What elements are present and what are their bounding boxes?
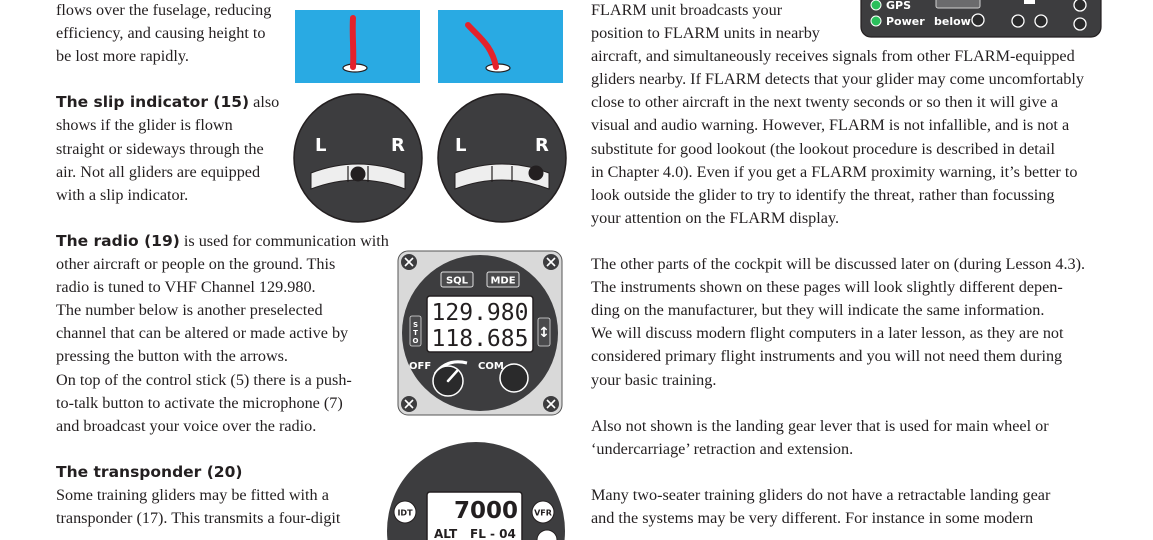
store-button[interactable] — [410, 316, 421, 346]
radio-line: On top of the control stick (5) there is a push- — [56, 370, 352, 389]
left-label: L — [315, 135, 327, 156]
vfr-button[interactable] — [532, 501, 554, 523]
flarm-line: visual and audio warning. However, FLARM is not infallible, and is not a — [591, 116, 1070, 135]
seater-line: Many two-seater training gliders do not have a retractable landing gear — [591, 485, 1051, 504]
power-label: Power — [886, 15, 925, 28]
power-led-icon — [871, 16, 881, 26]
flarm-indicator-led-icon — [1074, 18, 1086, 30]
active-frequency: 129.980 — [431, 300, 529, 326]
radio-line: pressing the button with the arrows. — [56, 347, 288, 366]
vfr-label: VFR — [534, 508, 552, 518]
sql-button[interactable] — [441, 272, 473, 287]
squawk-code: 7000 — [453, 498, 519, 524]
transponder-line: transponder (17). This transmits a four-digit — [56, 509, 341, 528]
radio-first-rest: is used for communication with — [179, 231, 389, 250]
flarm-window — [936, 0, 980, 8]
mde-label: MDE — [490, 275, 516, 287]
flarm-line: in Chapter 4.0). Even if you get a FLARM proximity warning, it’s better to — [591, 162, 1078, 181]
mount-screw-icon — [543, 254, 559, 270]
below-label: below — [934, 15, 971, 28]
slip-line: with a slip indicator. — [56, 185, 189, 204]
flarm-line: your attention on the FLARM display. — [591, 208, 840, 227]
slip-indicator-offset — [437, 93, 567, 223]
transponder-unit — [386, 441, 566, 540]
swap-arrows-icon: ↕ — [538, 325, 550, 341]
transponder-heading: The transponder (20) — [56, 462, 243, 481]
flarm-indicator-led-icon — [972, 14, 984, 26]
ident-button[interactable] — [394, 501, 416, 523]
cockpit-line: considered primary flight instruments and you will not need them during — [591, 347, 1063, 366]
slip-heading: The slip indicator (15) — [56, 93, 250, 112]
slip-line: air. Not all gliders are equipped — [56, 162, 261, 181]
yaw-string-slipping-image — [438, 10, 563, 83]
flarm-line: FLARM unit broadcasts your — [591, 1, 783, 19]
slip-indicator-centered — [293, 93, 423, 223]
gear-line: ‘undercarriage’ retraction and extension. — [591, 439, 854, 458]
mount-screw-icon — [401, 396, 417, 412]
cockpit-line: The other parts of the cockpit will be discussed later on (during Lesson 4.3). — [591, 255, 1086, 274]
slip-ball — [529, 166, 544, 181]
mount-screw-icon — [543, 396, 559, 412]
radio-line: radio is tuned to VHF Channel 129.980. — [56, 278, 316, 297]
sql-label: SQL — [445, 275, 469, 287]
com-label: COM — [478, 361, 504, 372]
idt-label: IDT — [397, 508, 413, 518]
radio-line: The number below is another preselected — [56, 301, 323, 320]
slip-first-rest: also — [249, 93, 280, 112]
sto-o-label: O — [412, 337, 419, 345]
left-label: L — [455, 135, 467, 156]
flarm-line: aircraft, and simultaneously receives signals from other FLARM-equipped — [591, 47, 1075, 66]
radio-heading: The radio (19) — [56, 231, 180, 250]
com-knob[interactable] — [500, 364, 528, 392]
cockpit-line: The instruments shown on these pages will look slightly different depen- — [591, 278, 1063, 297]
right-label: R — [391, 135, 405, 156]
slip-line: shows if the glider is flown — [56, 116, 233, 135]
flarm-device — [860, 0, 1102, 38]
flarm-line: position to FLARM units in nearby — [591, 24, 820, 43]
flarm-indicator-led-icon — [1012, 15, 1024, 27]
intro-line: flows over the fuselage, reducing — [56, 1, 272, 19]
cockpit-line: ding on the manufacturer, but they will indicate the same information. — [591, 301, 1045, 320]
flarm-line: substitute for good lookout (the lookout procedure is described in detail — [591, 139, 1055, 158]
transponder-line: Some training gliders may be fitted with a — [56, 485, 329, 504]
instrument-bezel — [438, 94, 566, 222]
radio-line: to-talk button to activate the microphone (7) — [56, 393, 343, 412]
volume-knob[interactable] — [433, 366, 463, 396]
right-text-column — [591, 0, 1085, 530]
mde-button[interactable] — [487, 272, 519, 287]
intro-line: efficiency, and causing height to — [56, 24, 266, 43]
flarm-line: gliders nearby. If FLARM detects that your glider may come uncomfortably — [591, 70, 1084, 89]
intro-line: be lost more rapidly. — [56, 47, 189, 66]
flarm-bar-indicator — [1024, 0, 1035, 4]
radio-line: channel that can be altered or made active by — [56, 324, 349, 343]
gps-label: GPS — [886, 0, 912, 12]
instrument-bezel — [294, 94, 422, 222]
flarm-line: close to other aircraft in the next twenty seconds or so then it will give a — [591, 93, 1059, 112]
swap-frequency-button[interactable] — [538, 318, 550, 346]
slip-ball — [351, 167, 366, 182]
radio-line: other aircraft or people on the ground. This — [56, 255, 336, 274]
yaw-string — [353, 18, 354, 67]
seater-line: and the systems may be very different. For instance in some modern — [591, 509, 1034, 528]
sto-t-label: T — [413, 329, 418, 337]
radio-line: and broadcast your voice over the radio. — [56, 416, 317, 435]
off-label: OFF — [409, 361, 432, 372]
radio-paragraph-first-line — [56, 230, 389, 253]
flarm-indicator-led-icon — [1074, 0, 1086, 11]
sto-s-label: S — [412, 321, 419, 329]
flarm-indicator-led-icon — [1035, 15, 1047, 27]
cockpit-line: your basic training. — [591, 370, 717, 389]
cockpit-line: We will discuss modern flight computers in a later lesson, as they are not — [591, 324, 1064, 343]
radio-unit — [397, 250, 563, 416]
gps-led-icon — [871, 0, 881, 10]
standby-frequency: 118.685 — [431, 326, 529, 352]
yaw-string-straight-image — [295, 10, 420, 83]
gear-line: Also not shown is the landing gear lever that is used for main wheel or — [591, 416, 1049, 435]
flight-level-label: FL - 04 — [470, 527, 516, 540]
alt-mode-label: ALT — [434, 527, 458, 540]
slip-line: straight or sideways through the — [56, 139, 264, 158]
mount-screw-icon — [401, 254, 417, 270]
flarm-line: look outside the glider to try to identify the threat, rather than focussing — [591, 185, 1055, 204]
right-label: R — [535, 135, 549, 156]
